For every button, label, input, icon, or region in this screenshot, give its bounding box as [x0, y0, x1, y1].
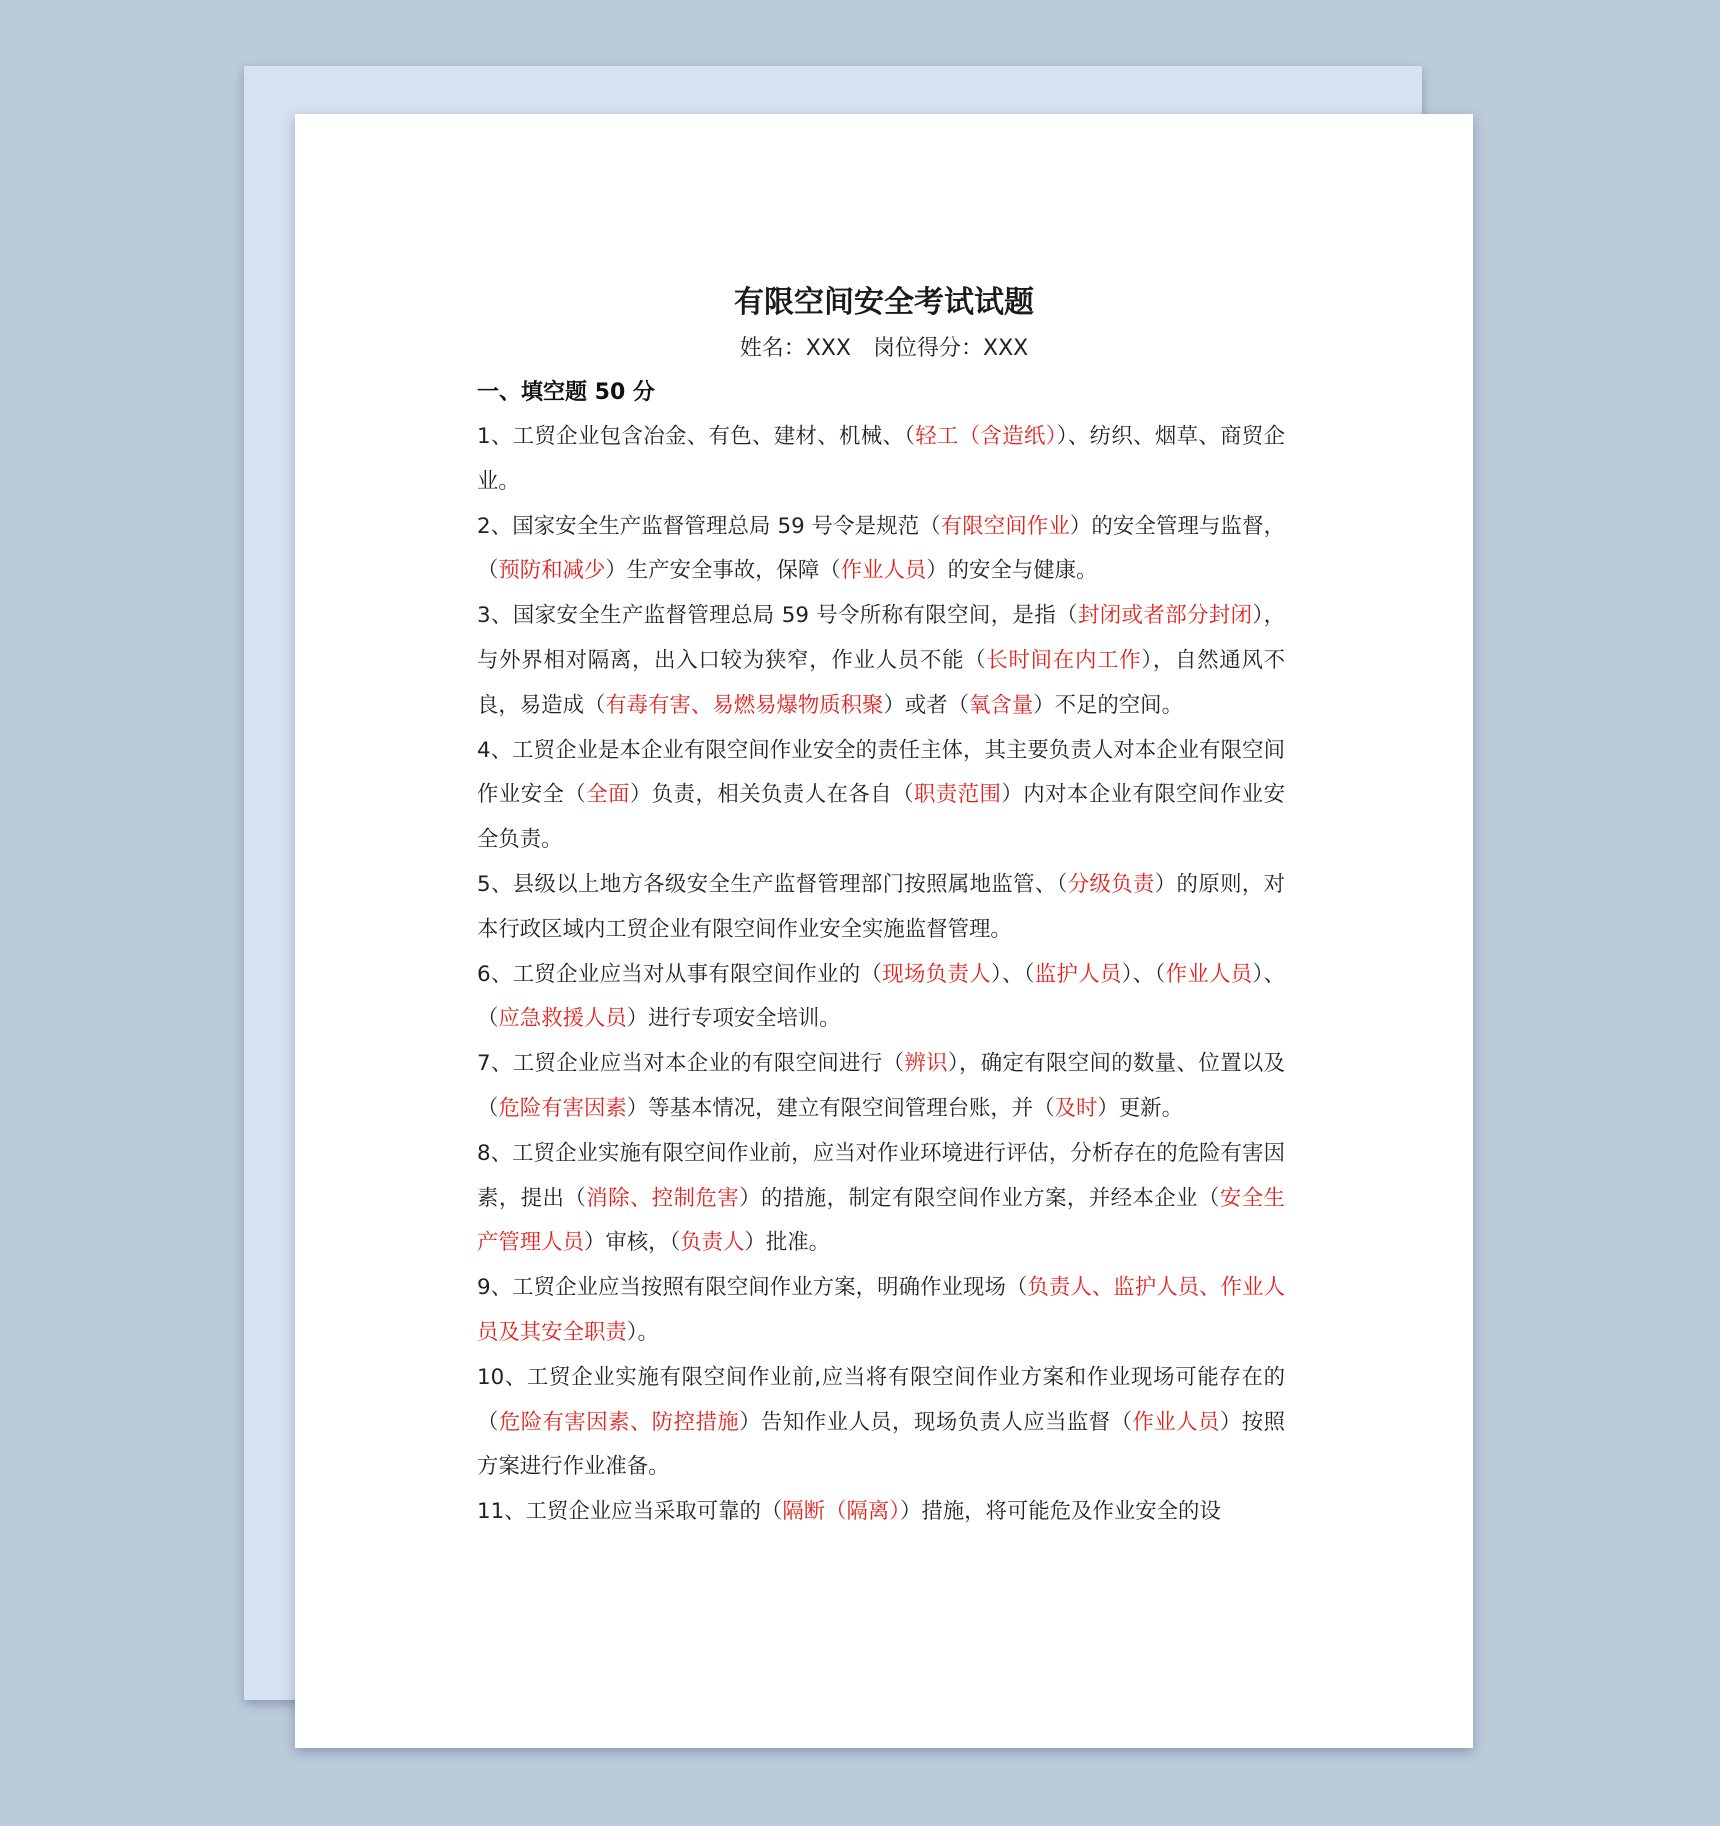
answer-text: 及时: [1054, 1095, 1098, 1121]
question-text: ），与外界相对隔离，出入口较为狭窄，作业人员不能（: [477, 603, 1285, 673]
answer-text: 隔断（隔离）: [782, 1499, 900, 1525]
question-text: 6、工贸企业应当对从事有限空间作业的（: [477, 961, 883, 987]
question-text: ）、（: [1121, 961, 1166, 987]
answer-text: 安全生产管理人员: [477, 1185, 1285, 1256]
answer-text: 封闭或者部分封闭: [1077, 603, 1253, 629]
question-item: [477, 1132, 1285, 1266]
question-text: ）或者（: [883, 692, 970, 718]
question-text: ）负责，相关负责人在各自（: [629, 782, 914, 808]
answer-text: 轻工（含造纸）: [915, 424, 1057, 449]
question-item: [477, 594, 1285, 728]
answer-text: 作业人员: [1165, 961, 1253, 987]
section-heading-fill-in: 一、填空题 50 分: [477, 380, 655, 405]
question-item: [477, 1042, 1285, 1132]
question-text: ）、（: [477, 961, 1285, 1032]
answer-text: 氧含量: [969, 692, 1034, 718]
answer-text: 有毒有害、易燃易爆物质积聚: [605, 692, 884, 718]
question-text: ）告知作业人员，现场负责人应当监督（: [739, 1409, 1133, 1435]
answer-text: 危险有害因素: [498, 1095, 627, 1121]
question-text: ）不足的空间。: [1033, 692, 1183, 718]
answer-text: 作业人员: [840, 558, 927, 584]
question-text: ）措施，将可能危及作业安全的设: [899, 1499, 1221, 1525]
question-item: [477, 505, 1285, 595]
question-text: ）。: [626, 1319, 659, 1345]
answer-text: 现场负责人: [882, 961, 991, 987]
question-text: ）生产安全事故，保障（: [605, 558, 841, 584]
question-text: ）进行专项安全培训。: [626, 1006, 841, 1032]
question-text: ），自然通风不良，易造成（: [477, 647, 1285, 718]
question-text: 10、工贸企业实施有限空间作业前,应当将有限空间作业方案和作业现场可能存在的（: [477, 1364, 1285, 1435]
question-text: ）批准。: [744, 1230, 830, 1256]
question-text: ），确定有限空间的数量、位置以及（: [477, 1051, 1285, 1121]
question-text: 1、工贸企业包含冶金、有色、建材、机械、（: [477, 424, 916, 449]
question-text: ）的安全管理与监督，（: [477, 513, 1285, 584]
answer-text: 有限空间作业: [940, 513, 1070, 539]
question-text: ）按照方案进行作业准备。: [477, 1409, 1285, 1480]
name-score-line: 姓名：XXX 岗位得分：XXX: [739, 336, 1029, 361]
question-item: [477, 863, 1285, 953]
question-text: 5、县级以上地方各级安全生产监督管理部门按照属地监管、（: [477, 871, 1068, 897]
question-text: 7、工贸企业应当对本企业的有限空间进行（: [477, 1051, 905, 1077]
question-item: [477, 953, 1285, 1043]
question-text: 9、工贸企业应当按照有限空间作业方案，明确作业现场（: [477, 1275, 1028, 1301]
question-text: 2、国家安全生产监督管理总局 59 号令是规范（: [477, 513, 941, 539]
question-text: ）的措施，制定有限空间作业方案，并经本企业（: [739, 1185, 1220, 1211]
answer-text: 辨识: [904, 1051, 948, 1077]
answer-text: 全面: [586, 782, 630, 808]
answer-text: 作业人员: [1132, 1409, 1220, 1435]
question-text: ）的原则，对本行政区域内工贸企业有限空间作业安全实施监督管理。: [477, 871, 1285, 942]
page-title: 有限空间安全考试试题: [734, 285, 1034, 320]
answer-text: 消除、控制危害: [586, 1185, 740, 1211]
question-item: [477, 1266, 1285, 1356]
document-page: [295, 114, 1473, 1748]
question-text: 3、国家安全生产监督管理总局 59 号令所称有限空间，是指（: [477, 603, 1078, 629]
question-item: [477, 415, 1285, 505]
question-list: [477, 415, 1285, 1535]
question-text: ）的安全与健康。: [926, 558, 1098, 584]
answer-text: 预防和减少: [498, 558, 606, 584]
question-text: 8、工贸企业实施有限空间作业前，应当对作业环境进行评估，分析存在的危险有害因素，提出（: [477, 1140, 1285, 1211]
question-item: [477, 1356, 1285, 1490]
question-item: [477, 1490, 1285, 1535]
question-text: 4、工贸企业是本企业有限空间作业安全的责任主体，其主要负责人对本企业有限空间作业安全（: [477, 737, 1285, 808]
question-text: 11、工贸企业应当采取可靠的（: [477, 1499, 783, 1525]
question-text: ）、纺织、烟草、商贸企业。: [477, 424, 1285, 494]
question-text: ）审核，（: [583, 1230, 681, 1256]
question-text: ）更新。: [1097, 1095, 1183, 1121]
answer-text: 负责人、监护人员、作业人员及其安全职责: [477, 1275, 1285, 1345]
answer-text: 职责范围: [913, 782, 1002, 808]
answer-text: 负责人: [680, 1230, 745, 1256]
answer-text: 危险有害因素、防控措施: [498, 1409, 740, 1435]
question-text: ）等基本情况，建立有限空间管理台账，并（: [626, 1095, 1055, 1121]
answer-text: 监护人员: [1034, 961, 1122, 987]
answer-text: 应急救援人员: [498, 1006, 627, 1032]
document-content: [477, 279, 1285, 1535]
question-item: [477, 729, 1285, 863]
question-text: ）内对本企业有限空间作业安全负责。: [477, 782, 1285, 853]
answer-text: 分级负责: [1067, 871, 1155, 897]
question-text: ）、（: [990, 961, 1035, 987]
answer-text: 长时间在内工作: [986, 647, 1142, 673]
